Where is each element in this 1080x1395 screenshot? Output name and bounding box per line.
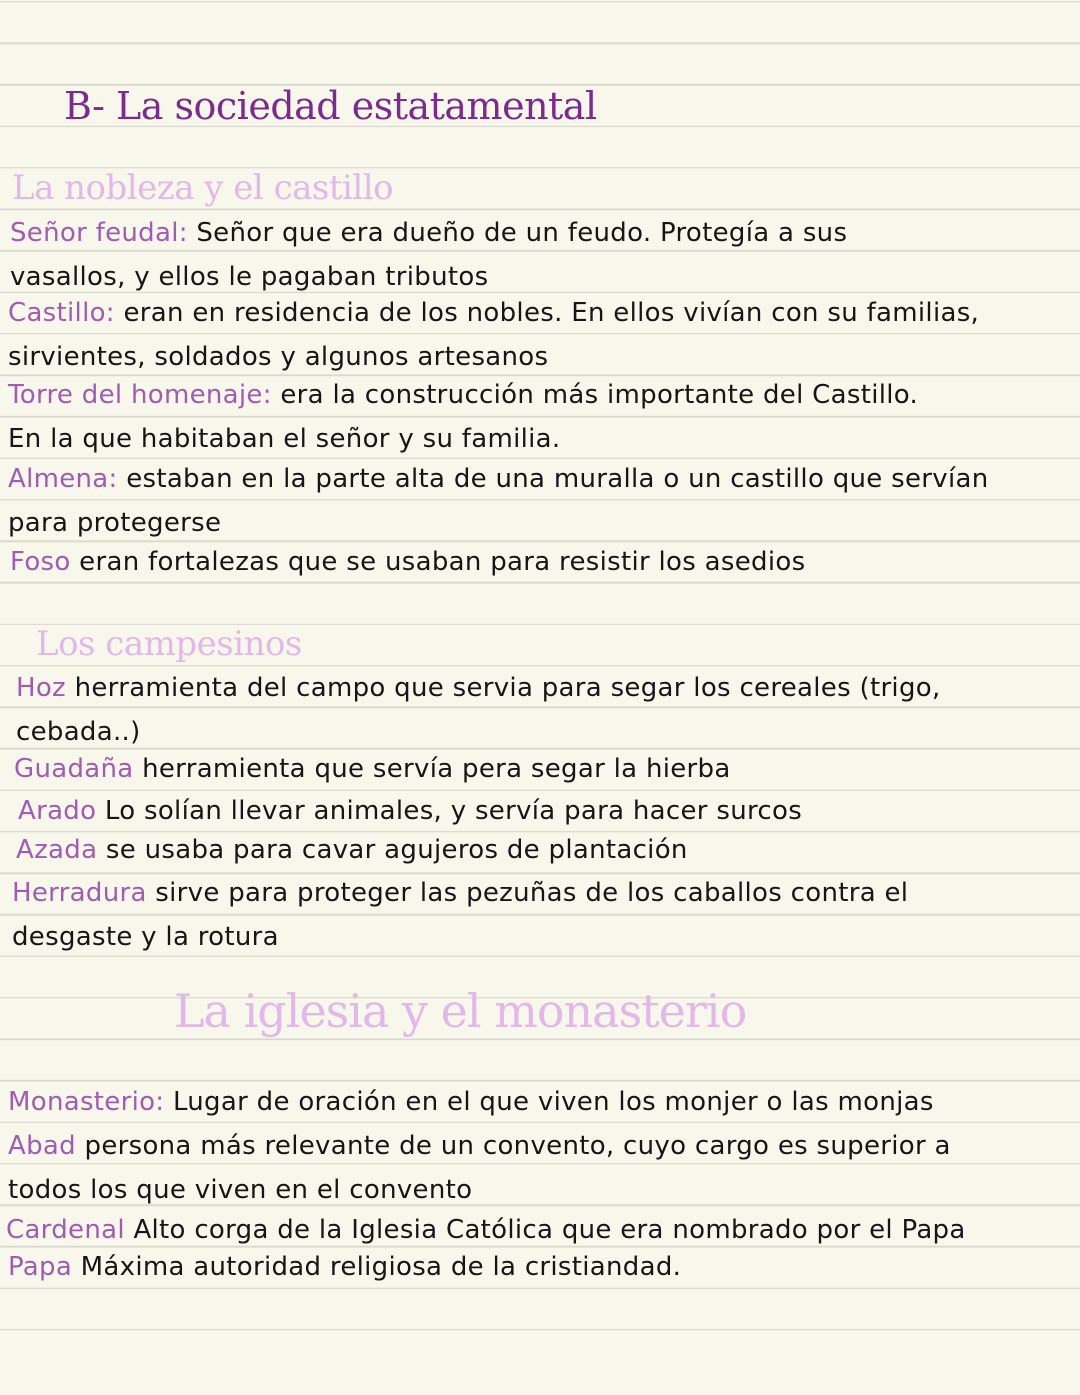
definition-text: sirve para proteger las pezuñas de los caballos contra el xyxy=(155,878,909,908)
definition-continuation: En la que habitaban el señor y su familia. xyxy=(8,424,561,454)
term-label: Guadaña xyxy=(14,754,134,784)
definition-continuation: cebada..) xyxy=(16,717,141,747)
definition-papa xyxy=(8,1252,681,1282)
term-label: Abad xyxy=(8,1131,76,1161)
definition-text: Alto corga de la Iglesia Católica que era nombrado por el Papa xyxy=(133,1215,966,1245)
definition-continuation: todos los que viven en el convento xyxy=(8,1175,473,1205)
definition-abad xyxy=(8,1131,951,1161)
term-label: Hoz xyxy=(16,673,67,703)
definition-hoz xyxy=(16,673,941,703)
definition-azada xyxy=(16,835,688,865)
term-label: Monasterio: xyxy=(8,1087,165,1117)
definition-text: Máxima autoridad religiosa de la cristiandad. xyxy=(80,1252,682,1282)
definition-text: eran en residencia de los nobles. En ellos vivían con su familias, xyxy=(123,298,980,328)
definition-continuation: sirvientes, soldados y algunos artesanos xyxy=(8,342,549,372)
section-heading-iglesia: La iglesia y el monasterio xyxy=(174,984,747,1038)
term-label: Cardenal xyxy=(6,1215,125,1245)
definition-torre-homenaje xyxy=(8,380,918,410)
definition-text: Lugar de oración en el que viven los monjer o las monjas xyxy=(172,1087,934,1117)
term-label: Castillo: xyxy=(8,298,115,328)
term-label: Papa xyxy=(8,1252,73,1282)
definition-text: se usaba para cavar agujeros de plantación xyxy=(105,835,688,865)
definition-monasterio xyxy=(8,1087,934,1117)
definition-senor-feudal xyxy=(10,218,847,248)
definition-text: persona más relevante de un convento, cuyo cargo es superior a xyxy=(84,1131,951,1161)
definition-continuation: vasallos, y ellos le pagaban tributos xyxy=(10,262,489,292)
term-label: Torre del homenaje: xyxy=(8,380,272,410)
definition-foso xyxy=(10,547,805,577)
term-label: Almena: xyxy=(8,464,118,494)
definition-text: Lo solían llevar animales, y servía para hacer surcos xyxy=(104,796,803,826)
section-heading-nobleza: La nobleza y el castillo xyxy=(12,168,394,208)
definition-continuation: para protegerse xyxy=(8,508,222,538)
term-label: Señor feudal: xyxy=(10,218,188,248)
page-title: B- La sociedad estatamental xyxy=(64,84,597,128)
definition-castillo xyxy=(8,298,979,328)
definition-text: estaban en la parte alta de una muralla o un castillo que servían xyxy=(126,464,989,494)
section-heading-campesinos: Los campesinos xyxy=(36,624,302,664)
definition-guadana xyxy=(14,754,731,784)
definition-text: era la construcción más importante del Castillo. xyxy=(280,380,919,410)
definition-text: herramienta del campo que servia para segar los cereales (trigo, xyxy=(74,673,941,703)
term-label: Herradura xyxy=(12,878,147,908)
definition-arado xyxy=(18,796,802,826)
definition-continuation: desgaste y la rotura xyxy=(12,922,279,952)
definition-text: eran fortalezas que se usaban para resistir los asedios xyxy=(79,547,806,577)
definition-cardenal xyxy=(6,1215,966,1245)
definition-almena xyxy=(8,464,989,494)
definition-text: Señor que era dueño de un feudo. Protegía a sus xyxy=(196,218,848,248)
definition-text: herramienta que servía pera segar la hierba xyxy=(142,754,731,784)
term-label: Azada xyxy=(16,835,98,865)
definition-herradura xyxy=(12,878,908,908)
term-label: Foso xyxy=(10,547,71,577)
term-label: Arado xyxy=(18,796,97,826)
